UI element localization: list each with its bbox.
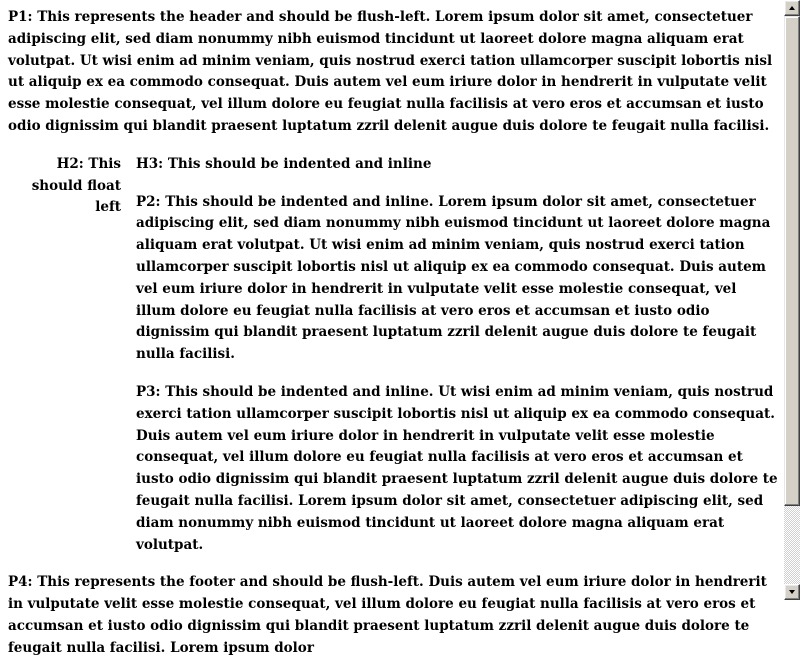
- paragraph-indented-1: P2: This should be indented and inline. Lorem ipsum dolor sit amet, consectetuer adipiscing elit, sed diam nonummy nibh euismod tincidunt ut laoreet dolore magna aliquam erat volutpat. Ut wisi enim ad minim veniam, quis nostrud exerci tation ullamcorper suscipit lobortis nisl ut aliquip ex ea commodo consequat. Duis autem vel eum iriure dolor in hendrerit in vulputate velit esse molestie consequat, vel illum dolore eu feugiat nulla facilisis at vero eros et accumsan et iusto odio dignissim qui blandit praesent luptatum zzril delenit augue duis dolore te feugait nulla facilisi.: [136, 193, 771, 363]
- indented-block: [136, 154, 778, 557]
- arrow-up-icon: [789, 6, 795, 10]
- document-content: [8, 7, 778, 660]
- arrow-down-icon: [789, 590, 795, 594]
- paragraph-header: P1: This represents the header and should be flush-left. Lorem ipsum dolor sit amet, consectetuer adipiscing elit, sed diam nonummy nibh euismod tincidunt ut laoreet dolore magna aliquam erat volutpat. Ut wisi enim ad minim veniam, quis nostrud exerci tation ullamcorper suscipit lobortis nisl ut aliquip ex ea commodo consequat. Duis autem vel eum iriure dolor in hendrerit in vulputate velit esse molestie consequat, vel illum dolore eu feugiat nulla facilisis at vero eros et accumsan et iusto odio dignissim qui blandit praesent luptatum zzril delenit augue duis dolore te feugait nulla facilisi.: [8, 9, 773, 134]
- heading-h2-float-left: H2: This should float left: [31, 155, 121, 216]
- paragraph-indented-2: P3: This should be indented and inline. Ut wisi enim ad minim veniam, quis nostrud exerci tation ullamcorper suscipit lobortis nisl ut aliquip ex ea commodo consequat. Duis autem vel eum iriure dolor in hendrerit in vulputate velit esse molestie consequat, vel illum dolore eu feugiat nulla facilisis at vero eros et accumsan et iusto odio dignissim qui blandit praesent luptatum zzril delenit augue duis dolore te feugait nulla facilisi. Lorem ipsum dolor sit amet, consectetuer adipiscing elit, sed diam nonummy nibh euismod tincidunt ut laoreet dolore magna aliquam erat volutpat.: [136, 383, 778, 553]
- vertical-scrollbar[interactable]: [784, 0, 800, 600]
- scroll-up-button[interactable]: [784, 0, 800, 16]
- paragraph-footer: P4: This represents the footer and should be flush-left. Duis autem vel eum iriure dolor in hendrerit in vulputate velit esse molestie consequat, vel illum dolore eu feugiat nulla facilisis at vero eros et accumsan et iusto odio dignissim qui blandit praesent luptatum zzril delenit augue duis dolore te feugait nulla facilisi. Lorem ipsum dolor: [8, 574, 767, 656]
- scroll-down-button[interactable]: [784, 584, 800, 600]
- scrollbar-thumb[interactable]: [784, 16, 800, 506]
- float-section: [8, 154, 778, 557]
- heading-h3-indented: H3: This should be indented and inline: [136, 155, 432, 172]
